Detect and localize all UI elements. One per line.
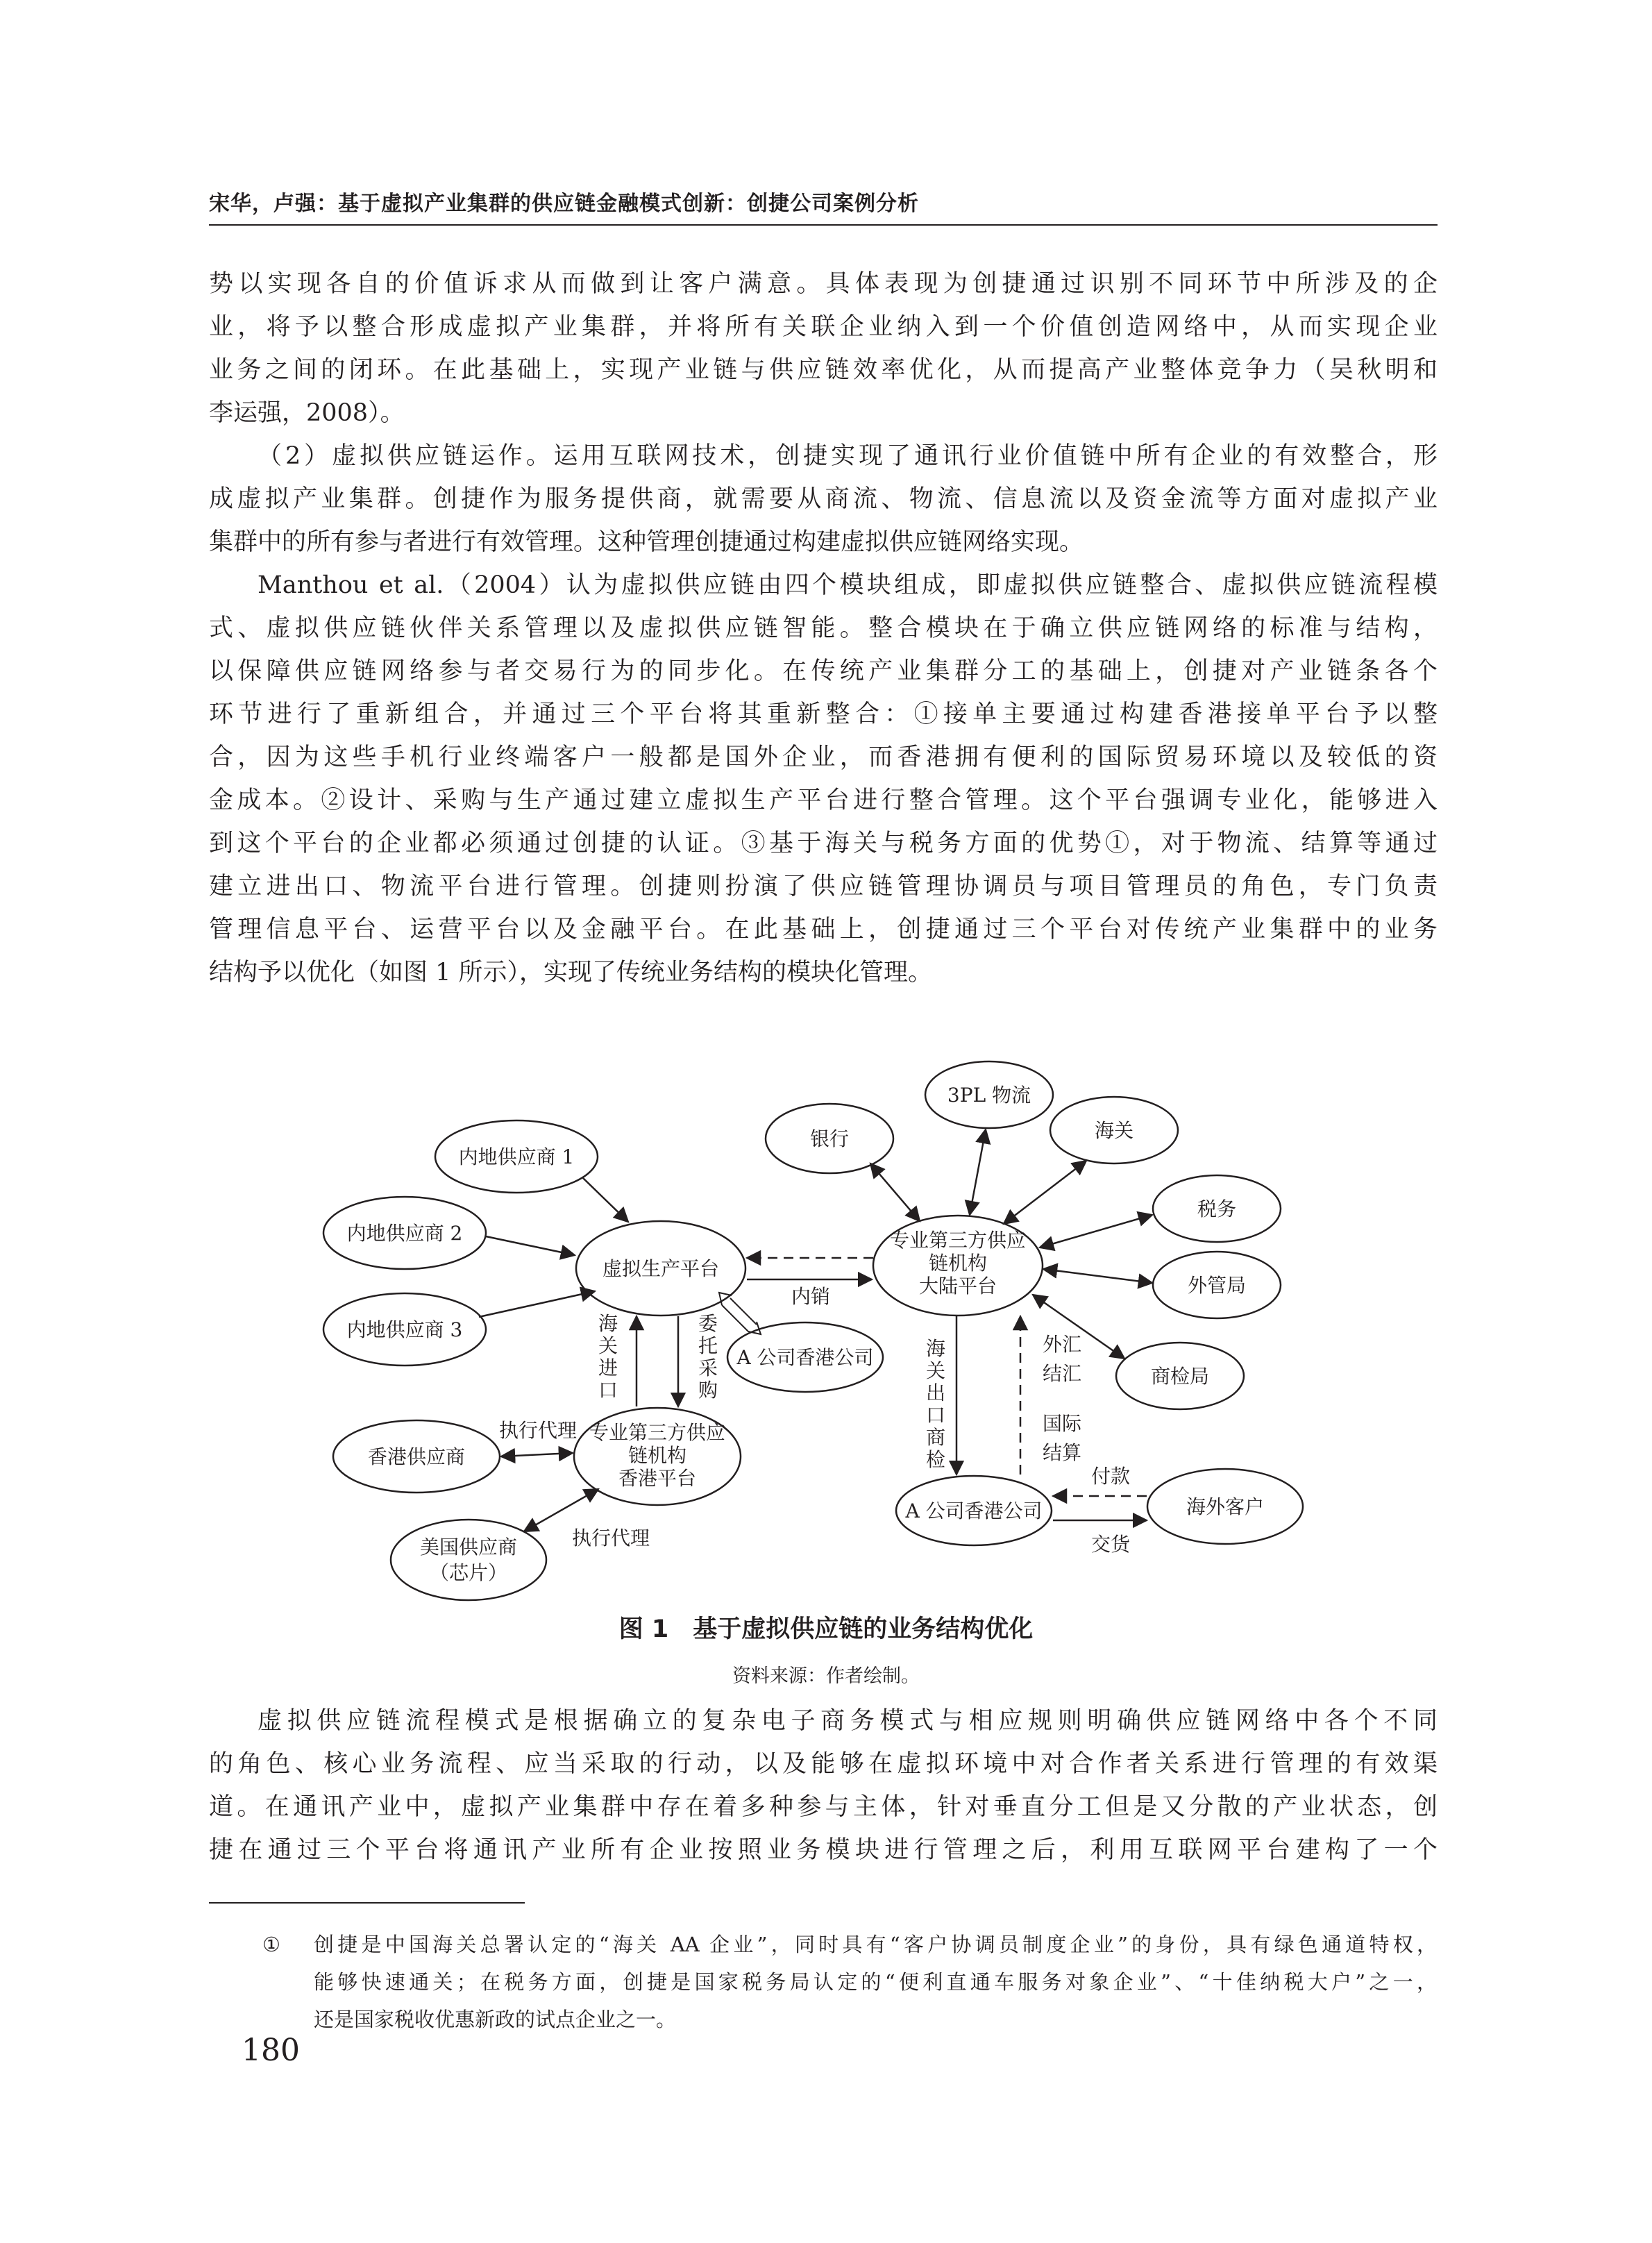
- edge-label-delivery: 交货: [1090, 1533, 1131, 1556]
- edge-label-payment: 付款: [1090, 1465, 1131, 1488]
- label-hk-supplier: 香港供应商: [367, 1445, 466, 1468]
- text-line: 合，因为这些手机行业终端客户一般都是国外企业，而香港拥有便利的国际贸易环境以及较低的资: [209, 744, 1438, 771]
- body-text-bottom: [209, 1699, 1438, 1872]
- footnote-rule: [209, 1902, 525, 1904]
- label-bank: 银行: [809, 1127, 850, 1150]
- header-rule: [209, 224, 1438, 226]
- footnote: [257, 1926, 1437, 2038]
- text-line: 以保障供应链网络参与者交易行为的同步化。在传统产业集群分工的基础上，创捷对产业链条各个: [209, 657, 1438, 685]
- label-mainland-supplier-3: 内地供应商 3: [346, 1318, 463, 1341]
- svg-text:海: 海: [925, 1337, 946, 1360]
- edge-customs-mp: [1004, 1161, 1086, 1224]
- text-line: 到这个平台的企业都必须通过创捷的认证。③基于海关与税务方面的优势①，对于物流、结算等通过: [209, 830, 1438, 857]
- label-3pl-logistics: 3PL 物流: [947, 1084, 1031, 1107]
- footnote-line: 还是国家税收优惠新政的试点企业之一。: [314, 2008, 677, 2031]
- label-hk-platform-1: 专业第三方供应: [589, 1421, 726, 1444]
- edge-label-exec-agent-2: 执行代理: [571, 1527, 650, 1549]
- edge-supplier1-to-vp: [583, 1178, 628, 1222]
- svg-text:国际: 国际: [1042, 1412, 1082, 1435]
- figure-source: 资料来源：作者绘制。: [732, 1665, 920, 1687]
- label-mainland-platform-2: 链机构: [928, 1252, 988, 1275]
- svg-text:关: 关: [598, 1334, 618, 1357]
- text-line: 虚拟供应链流程模式是根据确立的复杂电子商务模式与相应规则明确供应链网络中各个不同: [258, 1707, 1438, 1735]
- text-line: 李运强，2008）。: [209, 399, 405, 427]
- label-forex-bureau: 外管局: [1187, 1274, 1247, 1297]
- text-line: 捷在通过三个平台将通讯产业所有企业按照业务模块进行管理之后，利用互联网平台建构了一个: [209, 1836, 1438, 1864]
- text-line: 建立进出口、物流平台进行管理。创捷则扮演了供应链管理协调员与项目管理员的角色，专门负责: [209, 873, 1438, 900]
- svg-text:购: 购: [698, 1379, 718, 1402]
- text-line: 道。在通讯产业中，虚拟产业集群中存在着多种参与主体，针对垂直分工但是又分散的产业状态，创: [209, 1793, 1438, 1821]
- svg-text:采: 采: [698, 1356, 718, 1379]
- page-number: 180: [242, 2033, 300, 2068]
- label-inspection: 商检局: [1150, 1365, 1210, 1388]
- svg-text:出: 出: [925, 1381, 946, 1404]
- edge-label-customs-import: [598, 1312, 618, 1402]
- footnote-line: 创捷是中国海关总署认定的“海关 AA 企业”，同时具有“客户协调员制度企业”的身份，具有绿色通道特权，: [314, 1933, 1437, 1956]
- label-mainland-platform-3: 大陆平台: [918, 1275, 997, 1297]
- edge-supplier2-to-vp: [486, 1236, 575, 1255]
- text-line: 势以实现各自的价值诉求从而做到让客户满意。具体表现为创捷通过识别不同环节中所涉及的企: [209, 270, 1438, 298]
- text-line: 环节进行了重新组合，并通过三个平台将其重新整合：①接单主要通过构建香港接单平台予以整: [209, 700, 1438, 728]
- text-line: 的角色、核心业务流程、应当采取的行动，以及能够在虚拟环境中对合作者关系进行管理的有效渠: [209, 1750, 1438, 1778]
- svg-text:外汇: 外汇: [1042, 1333, 1082, 1356]
- edge-label-intl-settlement: [1043, 1412, 1082, 1464]
- svg-text:检: 检: [925, 1448, 946, 1471]
- label-mainland-supplier-2: 内地供应商 2: [346, 1222, 463, 1245]
- label-overseas-customer: 海外客户: [1186, 1495, 1265, 1518]
- text-line: （2）虚拟供应链运作。运用互联网技术，创捷实现了通讯行业价值链中所有企业的有效整合，形: [258, 442, 1438, 470]
- text-line: 成虚拟产业集群。创捷作为服务提供商，就需要从商流、物流、信息流以及资金流等方面对虚拟产业: [209, 485, 1438, 513]
- edge-tax-mp: [1040, 1215, 1152, 1247]
- label-a-hk-right: A 公司香港公司: [905, 1499, 1043, 1522]
- svg-text:海: 海: [598, 1312, 618, 1335]
- label-mainland-supplier-1: 内地供应商 1: [458, 1145, 575, 1168]
- body-text-top: [209, 262, 1438, 994]
- svg-text:进: 进: [598, 1356, 618, 1379]
- label-customs: 海关: [1094, 1119, 1134, 1142]
- edge-label-forex-settlement: [1043, 1333, 1081, 1385]
- figure-caption: 图 1 基于虚拟供应链的业务结构优化: [618, 1615, 1034, 1643]
- svg-text:口: 口: [598, 1379, 618, 1402]
- svg-text:结算: 结算: [1042, 1441, 1082, 1464]
- svg-text:托: 托: [698, 1334, 718, 1357]
- edge-hk-supplier-hk-platform: [501, 1453, 573, 1456]
- label-mainland-platform-1: 专业第三方供应: [889, 1229, 1027, 1252]
- footnote-line: 能够快速通关；在税务方面，创捷是国家税务局认定的“便利直通车服务对象企业”、“十佳纳税大户”之一，: [314, 1970, 1437, 1994]
- edge-us-supplier-hk-platform: [524, 1489, 598, 1531]
- edge-label-customs-export: [926, 1337, 945, 1471]
- edge-label-domestic-sales: 内销: [791, 1285, 831, 1308]
- node-us-supplier: [391, 1520, 546, 1600]
- label-us-supplier-1: 美国供应商: [419, 1536, 518, 1559]
- text-line: 管理信息平台、运营平台以及金融平台。在此基础上，创捷通过三个平台对传统产业集群中的业务: [209, 916, 1438, 943]
- text-line: 业，将予以整合形成虚拟产业集群，并将所有关联企业纳入到一个价值创造网络中，从而实现企业: [209, 313, 1438, 341]
- text-line: Manthou et al.（2004）认为虚拟供应链由四个模块组成，即虚拟供应链整合、虚拟供应链流程模: [258, 571, 1438, 599]
- label-hk-platform-2: 链机构: [627, 1444, 687, 1467]
- label-tax: 税务: [1197, 1198, 1237, 1220]
- text-line: 金成本。②设计、采购与生产通过建立虚拟生产平台进行整合管理。这个平台强调专业化，能够进入: [209, 787, 1438, 814]
- business-structure-diagram: [0, 1055, 1652, 1611]
- label-us-supplier-2: （芯片）: [429, 1561, 508, 1584]
- text-line: 式、虚拟供应链伙伴关系管理以及虚拟供应链智能。整合模块在于确立供应链网络的标准与结构，: [209, 614, 1438, 642]
- text-line: 集群中的所有参与者进行有效管理。这种管理创捷通过构建虚拟供应链网络实现。: [209, 528, 1084, 556]
- svg-text:委: 委: [698, 1312, 718, 1335]
- label-virtual-production: 虚拟生产平台: [602, 1257, 720, 1280]
- edge-forex-mp: [1043, 1269, 1152, 1283]
- edge-bank-mp: [870, 1163, 920, 1221]
- svg-text:关: 关: [925, 1359, 946, 1382]
- svg-text:商: 商: [925, 1426, 946, 1449]
- edge-logistics-mp: [970, 1129, 986, 1215]
- svg-text:结汇: 结汇: [1042, 1362, 1082, 1385]
- running-header: 宋华，卢强：基于虚拟产业集群的供应链金融模式创新：创捷公司案例分析: [209, 192, 919, 216]
- text-line: 业务之间的闭环。在此基础上，实现产业链与供应链效率优化，从而提高产业整体竞争力（吴秋明和: [209, 356, 1438, 384]
- svg-text:口: 口: [925, 1404, 946, 1427]
- edge-label-exec-agent-1: 执行代理: [498, 1419, 578, 1442]
- edge-label-commissioned-purchase: [698, 1312, 718, 1402]
- text-line: 结构予以优化（如图 1 所示），实现了传统业务结构的模块化管理。: [209, 959, 933, 986]
- label-hk-platform-3: 香港平台: [618, 1467, 697, 1490]
- footnote-marker: ①: [262, 1933, 280, 1956]
- label-a-hk-left: A 公司香港公司: [736, 1346, 874, 1369]
- edge-supplier3-to-vp: [479, 1291, 595, 1317]
